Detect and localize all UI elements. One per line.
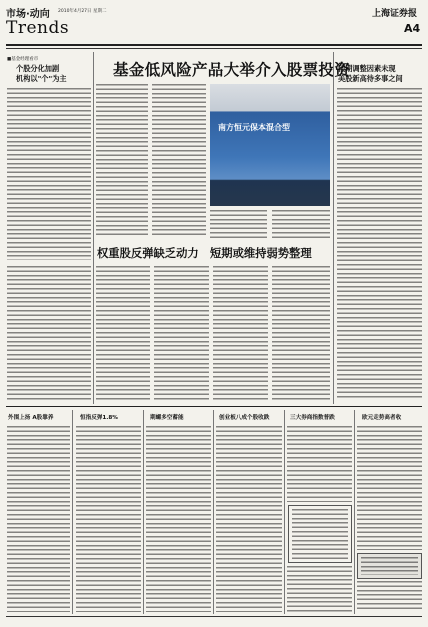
bottom-headline-5: 三大券商指数普跌 xyxy=(290,415,335,421)
second-headline: 权重股反弹缺乏动力 短期或维持弱势整理 xyxy=(97,247,312,260)
column-rule xyxy=(333,52,334,404)
left-headline-line-1: 个股分化加剧 xyxy=(16,64,60,73)
second-body-col-4 xyxy=(272,266,330,400)
section-label: 市场·动向 xyxy=(6,9,50,20)
right-body-text xyxy=(337,88,422,400)
second-body-col-2 xyxy=(154,266,209,400)
header-rule xyxy=(6,44,422,46)
second-body-col-3 xyxy=(213,266,268,400)
bottom-body-5a xyxy=(287,426,352,502)
bottom-body-6b xyxy=(357,581,422,612)
left-body-text-2 xyxy=(7,266,91,400)
page-number: A4 xyxy=(404,22,421,35)
column-rule xyxy=(72,410,73,614)
bottom-body-1 xyxy=(7,426,70,612)
column-rule xyxy=(354,410,355,614)
header-rule-thin xyxy=(6,48,422,49)
bottom-body-4 xyxy=(216,426,282,612)
bottom-headline-6: 欧元走势高者收 xyxy=(362,415,402,421)
bottom-headline-1: 外围上扬 A股靠养 xyxy=(8,415,54,421)
main-body-col-1 xyxy=(96,84,148,238)
right-headline-line-1: 预期调整因素未现 xyxy=(338,64,396,73)
data-box xyxy=(288,505,352,563)
footer-rule xyxy=(6,616,422,617)
main-headline: 基金低风险产品大举介入股票投资 xyxy=(113,61,351,79)
right-headline-line-2: 美股新高待多事之间 xyxy=(338,74,403,83)
bottom-headline-4: 创业板八成个股收跌 xyxy=(219,415,270,421)
main-body-col-3 xyxy=(210,210,267,238)
bottom-body-6a xyxy=(357,426,422,550)
newspaper-name: 上海证券报 xyxy=(372,9,418,19)
section-divider xyxy=(6,406,422,407)
article-photo xyxy=(210,84,330,206)
column-rule xyxy=(284,410,285,614)
column-rule xyxy=(143,410,144,614)
second-body-col-1 xyxy=(96,266,150,400)
bottom-body-2 xyxy=(76,426,141,612)
main-body-col-2 xyxy=(152,84,206,238)
issue-date: 2010年4月27日 星期二 xyxy=(58,9,107,14)
left-body-text xyxy=(7,88,91,260)
photo-banner-text: 南方恒元保本混合型 xyxy=(218,123,290,132)
bottom-body-5b xyxy=(287,566,352,612)
main-body-col-4 xyxy=(272,210,330,238)
bottom-body-3 xyxy=(146,426,211,612)
bottom-headline-2: 恒指反弹1.8% xyxy=(80,415,118,421)
section-title-trends: Trends xyxy=(6,18,70,38)
note-box xyxy=(357,553,422,579)
left-headline-line-2: 机构以"个"为主 xyxy=(16,74,67,83)
left-kicker: ■基金经理看市 xyxy=(7,57,39,62)
column-rule xyxy=(213,410,214,614)
column-rule xyxy=(93,52,94,404)
bottom-headline-3: 期螺多空蓄能 xyxy=(150,415,184,421)
